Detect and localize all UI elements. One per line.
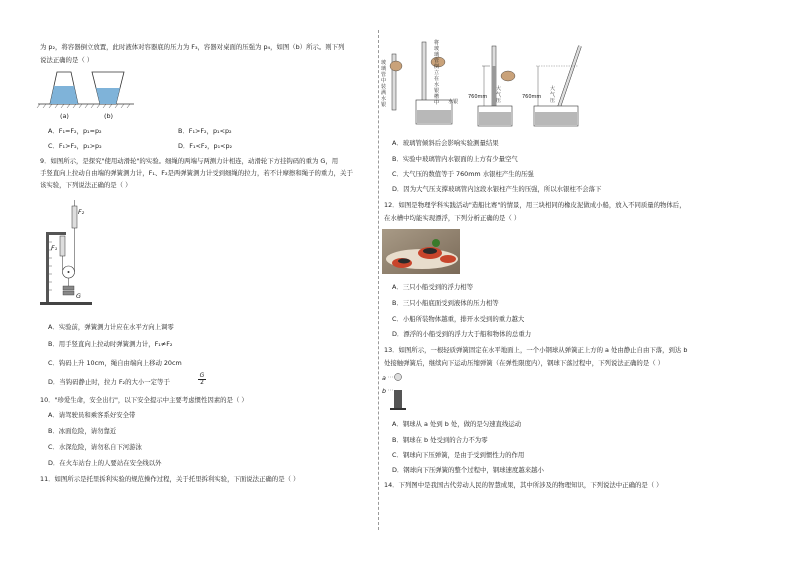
q9-line-1: 9．如图所示，是探究"使用动滑轮"的实验。细绳的两端与两测力计相连，动滑轮下方挂钩码的重为 G，用: [40, 157, 339, 165]
fraction-g-over-2: [198, 373, 206, 386]
tube-label: 玻璃管中装满水银: [381, 60, 387, 108]
q10-option-a[interactable]: A．请驾驶员和乘客系好安全带: [48, 411, 136, 419]
q8-option-d[interactable]: D．F₁<F₂，p₁<p₂: [178, 142, 233, 150]
fig-a-label: (a): [60, 112, 69, 120]
containers-figure: [36, 66, 136, 118]
f2-label: F₂: [78, 208, 85, 216]
q11-option-d[interactable]: D．因为大气压支撑玻璃管内这段水银柱产生的压强，所以水银柱不会落下: [392, 185, 602, 193]
q13-option-a[interactable]: A．钢球从 a 处到 b 处，做的是匀速直线运动: [392, 420, 522, 428]
g-label: G: [76, 292, 81, 300]
height-label-1: 760mm: [468, 94, 488, 100]
q11-stem: 11．如图所示是托里拆利实验的规范操作过程，关于托里拆利实验，下面说法正确的是（ ）: [40, 475, 300, 483]
intro-line-2: 说法正确的是（ ）: [40, 56, 94, 64]
q12-option-c[interactable]: C．小船所装物体越重，排开水受到的重力越大: [392, 315, 525, 323]
stand-label: 将玻璃管倒立在水银槽中: [434, 40, 440, 106]
q9-option-a[interactable]: A．实验前，弹簧测力计应在水平方向上调零: [48, 323, 174, 331]
q9-line-2: 手竖直向上拉动自由端的弹簧测力计，F₁、F₂是两弹簧测力计受到细绳的拉力，若不计摩擦和绳子的重力，关于: [40, 169, 353, 177]
fraction-numerator: G: [199, 372, 205, 379]
q9-option-c[interactable]: C．钩码上升 10cm，绳自由端向上移动 20cm: [48, 359, 182, 367]
air-pressure-label-1: 大气压: [496, 86, 502, 104]
q12-option-a[interactable]: A．三只小船受到的浮力相等: [392, 283, 474, 291]
pulley-figure: [38, 198, 98, 310]
q9-line-3: 该实验，下列说法正确的是（ ）: [40, 181, 132, 189]
column-divider: [378, 30, 379, 530]
intro-line-1: 为 p₂，将容器倒立放置，此时液体对容器底的压力为 F₃，容器对桌面的压强为 p₄，如图（b）所示。则下列: [40, 43, 345, 51]
height-label-2: 760mm: [522, 94, 542, 100]
point-b-label: b: [382, 387, 387, 395]
q10-option-d[interactable]: D．在火车站台上的人要站在安全线以外: [48, 459, 162, 467]
torricelli-figure: [388, 40, 588, 132]
q8-option-b[interactable]: B．F₁>F₂，p₁<p₂: [178, 127, 232, 135]
q12-option-b[interactable]: B．三只小船底面受到液体的压力相等: [392, 299, 499, 307]
q8-option-a[interactable]: A．F₁=F₂，p₁=p₂: [48, 127, 102, 135]
q11-option-a[interactable]: A．玻璃管倾斜后会影响实验测量结果: [392, 139, 499, 147]
q11-option-c[interactable]: C．大气压的数值等于 760mm 水银柱产生的压强: [392, 170, 534, 178]
fig-b-label: (b): [104, 112, 114, 120]
q10-option-c[interactable]: C．水深危险，请勿私自下河游泳: [48, 443, 142, 451]
q8-option-c[interactable]: C．F₁>F₂，p₁>p₂: [48, 142, 102, 150]
q9-option-b[interactable]: B．用手竖直向上拉动时弹簧测力计，F₁≠F₂: [48, 340, 173, 348]
q12-option-d[interactable]: D．漂浮的小船受到的浮力大于船和物体的总重力: [392, 330, 532, 338]
clay-boats-photo: [382, 229, 460, 274]
q13-option-d[interactable]: D．钢球向下压弹簧的整个过程中，钢球速度越来越小: [392, 466, 544, 474]
q13-line-2: 处接触弹簧后，继续向下运动压缩弹簧（在弹性限度内），钢球下落过程中，下列说法正确的是（ ）: [384, 359, 665, 367]
air-pressure-label-2: 大气压: [550, 86, 556, 104]
spring-ball-figure: [384, 372, 414, 412]
q9-option-d[interactable]: D．当钩码静止时，拉力 F₂的大小一定等于: [48, 378, 170, 386]
q13-option-c[interactable]: C．钢球向下压弹簧，是由于受到惯性力的作用: [392, 451, 525, 459]
q11-option-b[interactable]: B．实验中玻璃管内水银面的上方有少量空气: [392, 155, 518, 163]
f1-label: F₁: [51, 244, 58, 252]
mercury-label: 水银: [448, 99, 459, 105]
q10-option-b[interactable]: B．冰面危险，请勿靠近: [48, 427, 117, 435]
q12-line-2: 在水槽中均能实现漂浮，下列分析正确的是（ ）: [384, 214, 521, 222]
q13-line-1: 13．如图所示，一根轻质弹簧固定在水平地面上，一个小钢球从弹簧正上方的 a 处由静止自由下落，到达 b: [384, 346, 688, 354]
q10-stem: 10．"珍爱生命，安全出行"，以下安全提示中主要考虑惯性因素的是（ ）: [40, 396, 248, 404]
q14-stem: 14．下列图中是我国古代劳动人民的智慧成果，其中所涉及的物理知识，下列说法中正确的是（ ）: [384, 481, 663, 489]
fraction-denominator: 2: [200, 379, 204, 386]
q13-option-b[interactable]: B．钢球在 b 处受到的合力不为零: [392, 436, 488, 444]
point-a-label: a: [382, 374, 386, 382]
q12-line-1: 12．如图是物理学科实践活动"造船比赛"的情景，用三块相同的橡皮泥做成小船，放入不同质量的物体后，: [384, 201, 686, 209]
